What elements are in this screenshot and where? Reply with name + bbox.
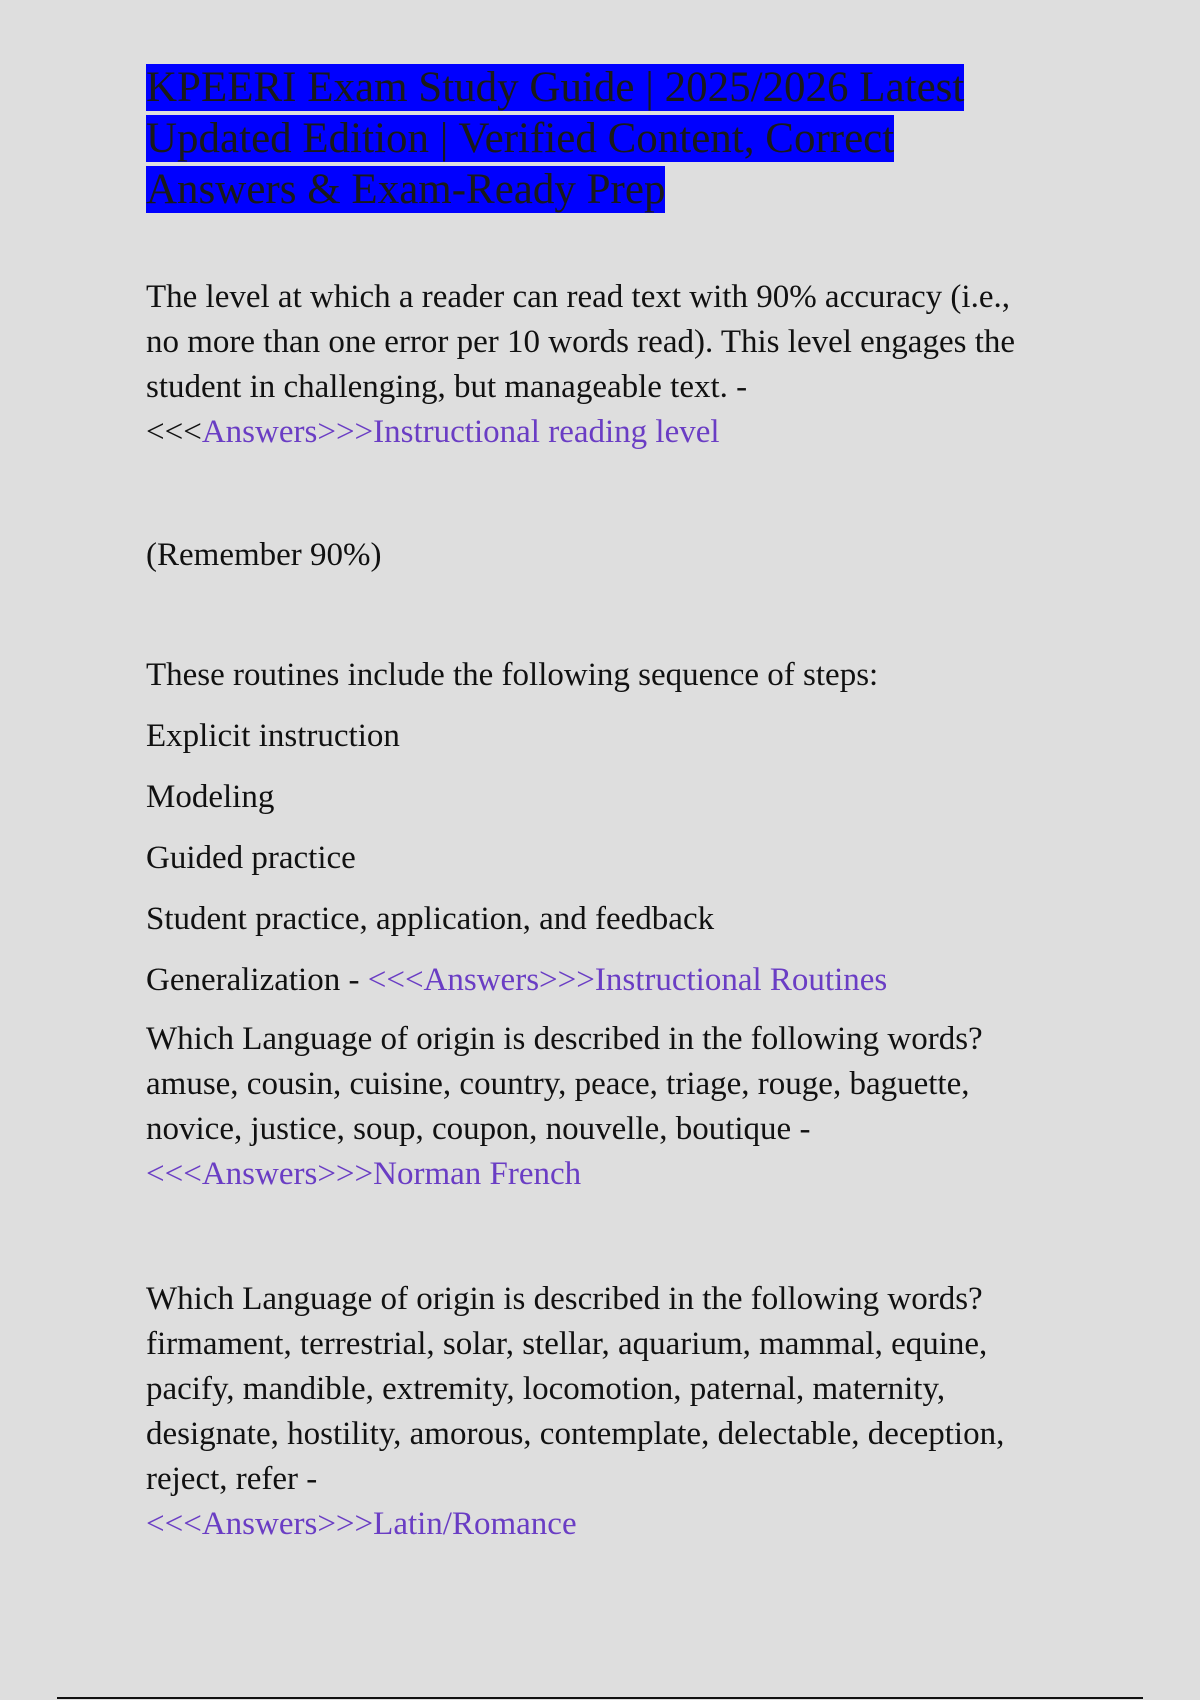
question-2-last-step-text: Generalization - — [146, 962, 368, 998]
question-3-text: Which Language of origin is described in the following words? amuse, cousin, cuisine, country, peace, triage, rouge, baguette, novice, justice, soup, coupon, nouvelle, boutique - — [146, 1021, 983, 1147]
step-item: Modeling — [146, 779, 275, 815]
question-2-intro: These routines include the following sequence of steps: — [146, 657, 879, 693]
step-item: Guided practice — [146, 840, 356, 876]
document-page — [146, 62, 1046, 1547]
question-2-prefix: <<<Answers>>> — [367, 962, 595, 998]
question-4-text: Which Language of origin is described in the following words? firmament, terrestrial, solar, stellar, aquarium, mammal, equine, pacify, mandible, extremity, locomotion, paternal, maternity, designate, hostility, amorous, contemplate, delectable, deception, reject, refer - — [146, 1281, 1005, 1497]
question-3 — [146, 1017, 1046, 1197]
step-item: Explicit instruction — [146, 718, 400, 754]
question-3-prefix: <<<Answers>>> — [146, 1156, 374, 1192]
question-3-answer: Norman French — [373, 1156, 582, 1192]
question-1-text: The level at which a reader can read text with 90% accuracy (i.e., no more than one error per 10 words read). This level engages the student in challenging, but manageable text. - — [146, 279, 1016, 405]
step-item: Student practice, application, and feedback — [146, 901, 715, 937]
question-2-answer: Instructional Routines — [594, 962, 888, 998]
title-block — [146, 62, 1026, 215]
page-bottom-rule — [57, 1697, 1143, 1699]
question-1-prefix-colored: Answers>>> — [201, 414, 374, 450]
question-4-prefix: <<<Answers>>> — [146, 1506, 374, 1542]
question-1-prefix: <<< — [146, 414, 202, 450]
question-4-answer: Latin/Romance — [373, 1506, 577, 1542]
question-4 — [146, 1277, 1046, 1547]
document-title: KPEERI Exam Study Guide | 2025/2026 Latest Updated Edition | Verified Content, Correct Answers & Exam-Ready Prep — [146, 64, 965, 213]
question-1-answer: Instructional reading level — [373, 414, 720, 450]
note-remember: (Remember 90%) — [146, 537, 382, 573]
question-1 — [146, 275, 1046, 455]
question-2-last-step — [146, 958, 1046, 1003]
